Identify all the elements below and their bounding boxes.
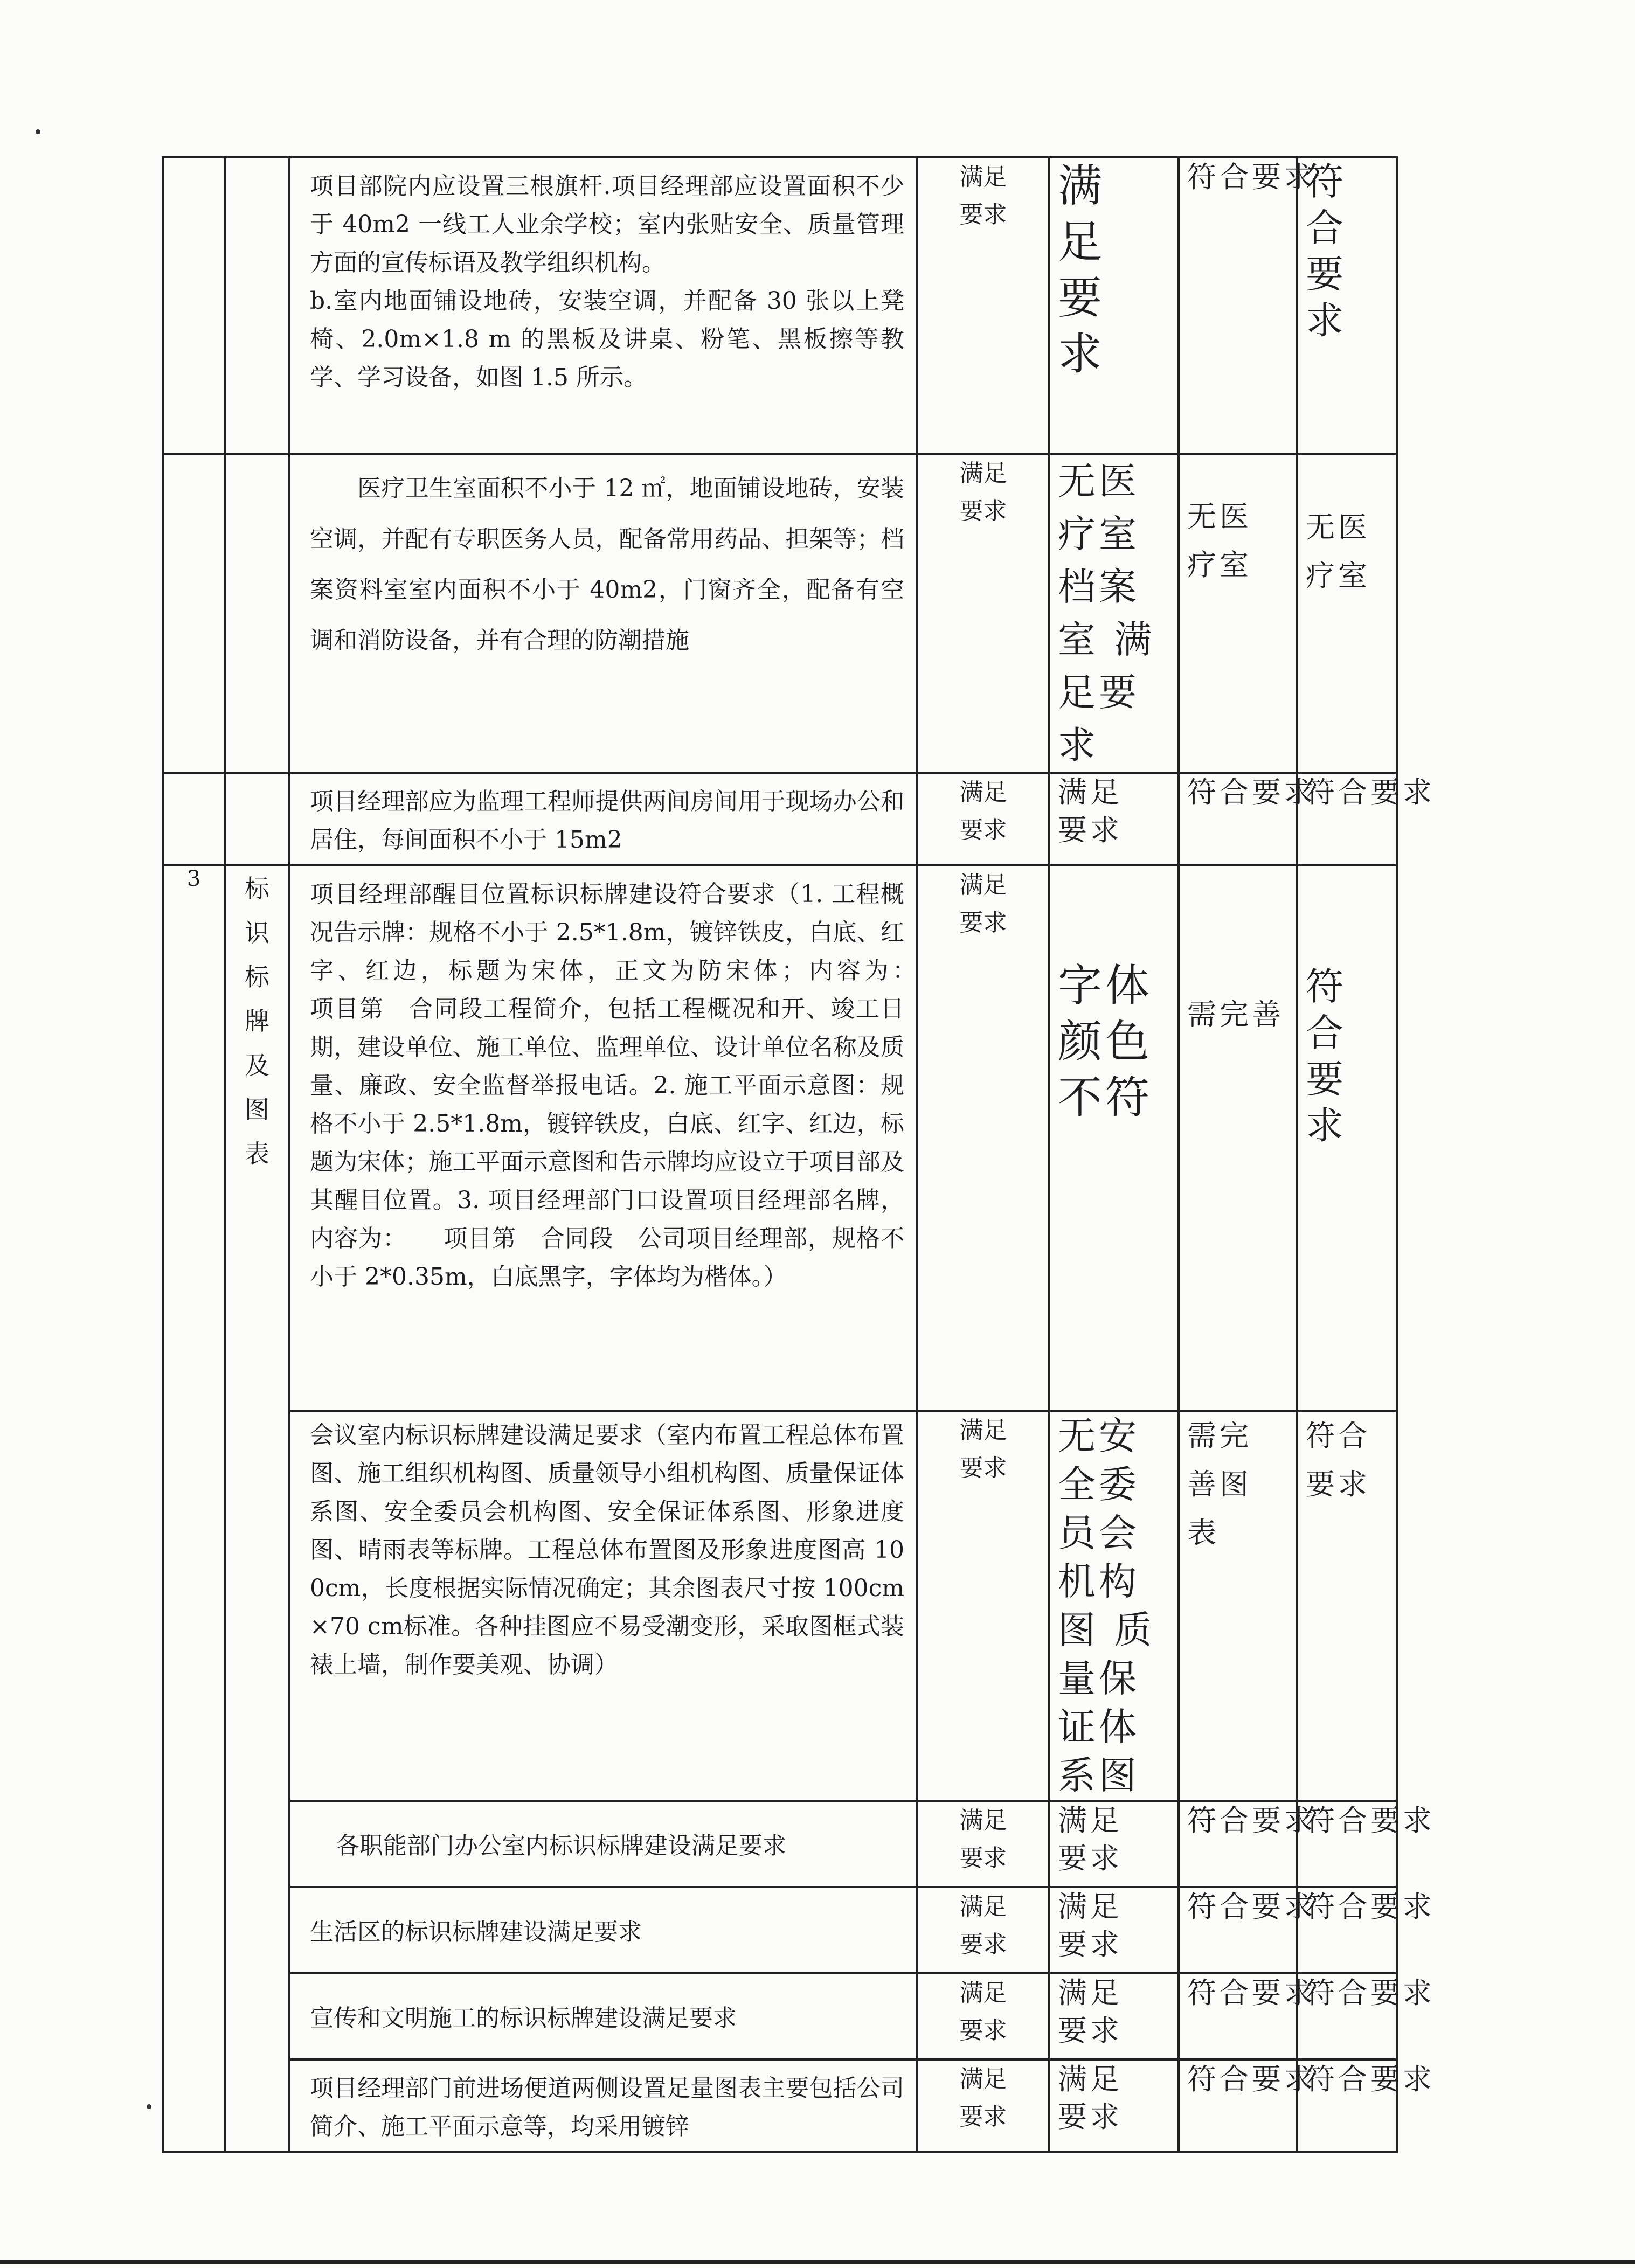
check3-cell: [1297, 454, 1397, 773]
section-category: 标识标牌及图表: [245, 874, 269, 1168]
empty-category-cell: [225, 454, 289, 773]
standard-cell: [917, 1411, 1049, 1801]
check1-cell: [1049, 1411, 1179, 1801]
handwritten-note: 无医疗室 档案室 满足要求: [1058, 459, 1155, 767]
handwritten-note: 无安全委员会机构图 质量保证体系图: [1058, 1414, 1155, 1798]
requirement-text: b.室内地面铺设地砖，安装空调，并配备 30 张以上凳椅、2.0m×1.8 m 的黑板及讲桌、粉笔、黑板擦等教学、学习设备，如图 1.5 所示。: [310, 287, 904, 391]
table-row: [163, 1411, 1397, 1801]
scan-speck: [36, 129, 40, 134]
handwritten-note: 符合要求: [1306, 159, 1347, 343]
check2-cell: [1179, 454, 1297, 773]
standard-text: 满足要求: [959, 1417, 1007, 1482]
standard-cell: [917, 1887, 1049, 1973]
standard-cell: [917, 454, 1049, 773]
handwritten-note: 符合要求: [1306, 1804, 1435, 1837]
empty-number-cell: [163, 773, 225, 865]
standard-text: 满足要求: [959, 460, 1007, 525]
check2-cell: [1179, 773, 1317, 865]
handwritten-note: 符合要求: [1187, 1890, 1317, 1924]
standard-text: 满足要求: [959, 1893, 1007, 1958]
requirement-cell: [289, 454, 917, 773]
empty-category-cell: [225, 773, 289, 865]
handwritten-note: 符合要求: [1306, 2062, 1435, 2096]
standard-text: 满足要求: [959, 163, 1007, 228]
handwritten-note: 无医疗室: [1187, 500, 1252, 582]
standard-cell: [917, 1973, 1049, 2059]
check1-cell: [1049, 773, 1179, 865]
table-row: [163, 865, 1397, 1411]
requirement-text: 生活区的标识标牌建设满足要求: [310, 1918, 642, 1946]
handwritten-note: 符合要求: [1187, 2062, 1317, 2096]
empty-number-cell: [163, 454, 225, 773]
requirement-cell: [289, 1801, 917, 1887]
requirement-text: 项目经理部醒目位置标识标牌建设符合要求（1. 工程概况告示牌：规格不小于 2.5*1.8m，镀锌铁皮，白底、红字、红边，标题为宋体，正文为防宋体；内容为： 项目第 合同段工程简介，包括工程概况和开、竣工日期，建设单位、施工单位、监理单位、设计单位名称及质量、廉政、安全监督举报电话。2. 施工平面示意图：规格不小于 2.5*1.8m，镀锌铁皮，白底、红字、红边，标题为宋体；施工平面示意图和告示牌均应设立于项目部及其醒目位置。3. 项目经理部门口设置项目经理部名牌，内容为： 项目第 合同段 公司项目经理部，规格不小于 2*0.35m，白底黑字，字体均为楷体。）: [310, 880, 999, 1291]
check2-cell: [1179, 1801, 1317, 1887]
standard-text: 满足要求: [959, 779, 1007, 844]
standard-cell: [917, 1801, 1049, 1887]
empty-number-cell: [163, 157, 225, 454]
section-number: 3: [186, 866, 201, 891]
standard-cell: [917, 865, 1049, 1411]
check2-cell: [1179, 1973, 1317, 2059]
handwritten-note: 符合要求: [1187, 160, 1317, 194]
requirement-text: 项目部院内应设置三根旗杆.项目经理部应设置面积不少于 40m2 一线工人业余学校；室内张贴安全、质量管理方面的宣传标语及教学组织机构。: [310, 172, 904, 276]
requirement-cell: [289, 1411, 917, 1801]
check3-cell: [1297, 1973, 1435, 2059]
standard-text: 满足要求: [959, 1807, 1007, 1872]
empty-category-cell: [225, 157, 289, 454]
requirement-text: 宣传和文明施工的标识标牌建设满足要求: [310, 2004, 737, 2032]
section-number-cell: [163, 865, 225, 2152]
table-row: [163, 1973, 1397, 2059]
handwritten-note: 符合要求: [1306, 775, 1435, 809]
requirement-text: 各职能部门办公室内标识标牌建设满足要求: [336, 1832, 786, 1860]
standard-text: 满足要求: [959, 871, 1007, 937]
handwritten-note: 符合要求: [1187, 775, 1317, 809]
handwritten-note: 符合要求: [1306, 965, 1347, 1148]
handwritten-note: 字体颜色不符: [1058, 960, 1153, 1123]
requirement-text: 项目经理部门前进场便道两侧设置足量图表主要包括公司简介、施工平面示意等，均采用镀锌: [310, 2075, 904, 2140]
table-row: [163, 454, 1397, 773]
handwritten-note: 符合要求: [1306, 1976, 1435, 2010]
check3-cell: [1297, 1411, 1397, 1801]
requirement-cell: [289, 1973, 917, 2059]
handwritten-note: 满足要求: [1058, 161, 1106, 380]
handwritten-note: 符合要求: [1306, 1419, 1370, 1501]
standard-text: 满足要求: [959, 1979, 1007, 2044]
requirement-cell: [289, 157, 917, 454]
inspection-table: [162, 156, 1435, 2153]
requirement-cell: [289, 773, 917, 865]
check2-cell: [1179, 157, 1317, 454]
check1-cell: [1049, 1801, 1179, 1887]
check3-cell: [1297, 773, 1435, 865]
handwritten-note: 满足要求: [1058, 2062, 1123, 2134]
requirement-cell: [289, 1887, 917, 1973]
check2-cell: [1179, 865, 1297, 1411]
requirement-text: 医疗卫生室面积不小于 12 ㎡，地面铺设地砖，安装空调，并配有专职医务人员，配备常用药品、担架等；档案资料室室内面积不小于 40m2，门窗齐全，配备有空调和消防设备，并有合理的防潮措施: [310, 475, 904, 654]
check1-cell: [1049, 865, 1179, 1411]
handwritten-note: 满足要求: [1058, 775, 1123, 847]
check2-cell: [1179, 1887, 1317, 1973]
requirement-text: 项目经理部应为监理工程师提供两间房间用于现场办公和居住，每间面积不小于 15m2: [310, 788, 904, 854]
handwritten-note: 符合要求: [1187, 1976, 1317, 2010]
handwritten-note: 需完善图表: [1187, 1419, 1252, 1550]
check2-cell: [1179, 1411, 1297, 1801]
handwritten-note: 无医疗室: [1306, 510, 1370, 593]
check1-cell: [1049, 157, 1179, 454]
table-row: [163, 1887, 1397, 1973]
handwritten-note: 符合要求: [1187, 1804, 1317, 1837]
standard-cell: [917, 2059, 1049, 2152]
check1-cell: [1049, 2059, 1179, 2152]
section-category-cell: [225, 865, 289, 2152]
check3-cell: [1297, 1887, 1435, 1973]
check1-cell: [1049, 454, 1179, 773]
check1-cell: [1049, 1973, 1179, 2059]
check2-cell: [1179, 2059, 1317, 2152]
bottom-scan-edge: [0, 2260, 1635, 2264]
check1-cell: [1049, 1887, 1179, 1973]
handwritten-note: 满足要求: [1058, 1804, 1123, 1875]
requirement-text: 会议室内标识标牌建设满足要求（室内布置工程总体布置图、施工组织机构图、质量领导小组机构图、质量保证体系图、安全委员会机构图、安全保证体系图、形象进度图、晴雨表等标牌。工程总体布置图及形象进度图高 100cm，长度根据实际情况确定；其余图表尺寸按 100cm×70 cm标准。各种挂图应不易受潮变形，采取图框式装裱上墙，制作要美观、协调）: [310, 1421, 904, 1679]
standard-cell: [917, 773, 1049, 865]
check3-cell: [1297, 2059, 1435, 2152]
handwritten-note: 需完善: [1187, 997, 1284, 1031]
table-row: [163, 773, 1397, 865]
scan-speck: [147, 2104, 151, 2109]
table-row: [163, 2059, 1397, 2152]
requirement-cell: [289, 2059, 917, 2152]
table-row: [163, 1801, 1397, 1887]
standard-text: 满足要求: [959, 2065, 1007, 2131]
check3-cell: [1297, 157, 1397, 454]
check3-cell: [1297, 865, 1397, 1411]
table-row: [163, 157, 1397, 454]
standard-cell: [917, 157, 1049, 454]
handwritten-note: 符合要求: [1306, 1890, 1435, 1924]
handwritten-note: 满足要求: [1058, 1976, 1123, 2048]
handwritten-note: 满足要求: [1058, 1890, 1123, 1961]
check3-cell: [1297, 1801, 1435, 1887]
